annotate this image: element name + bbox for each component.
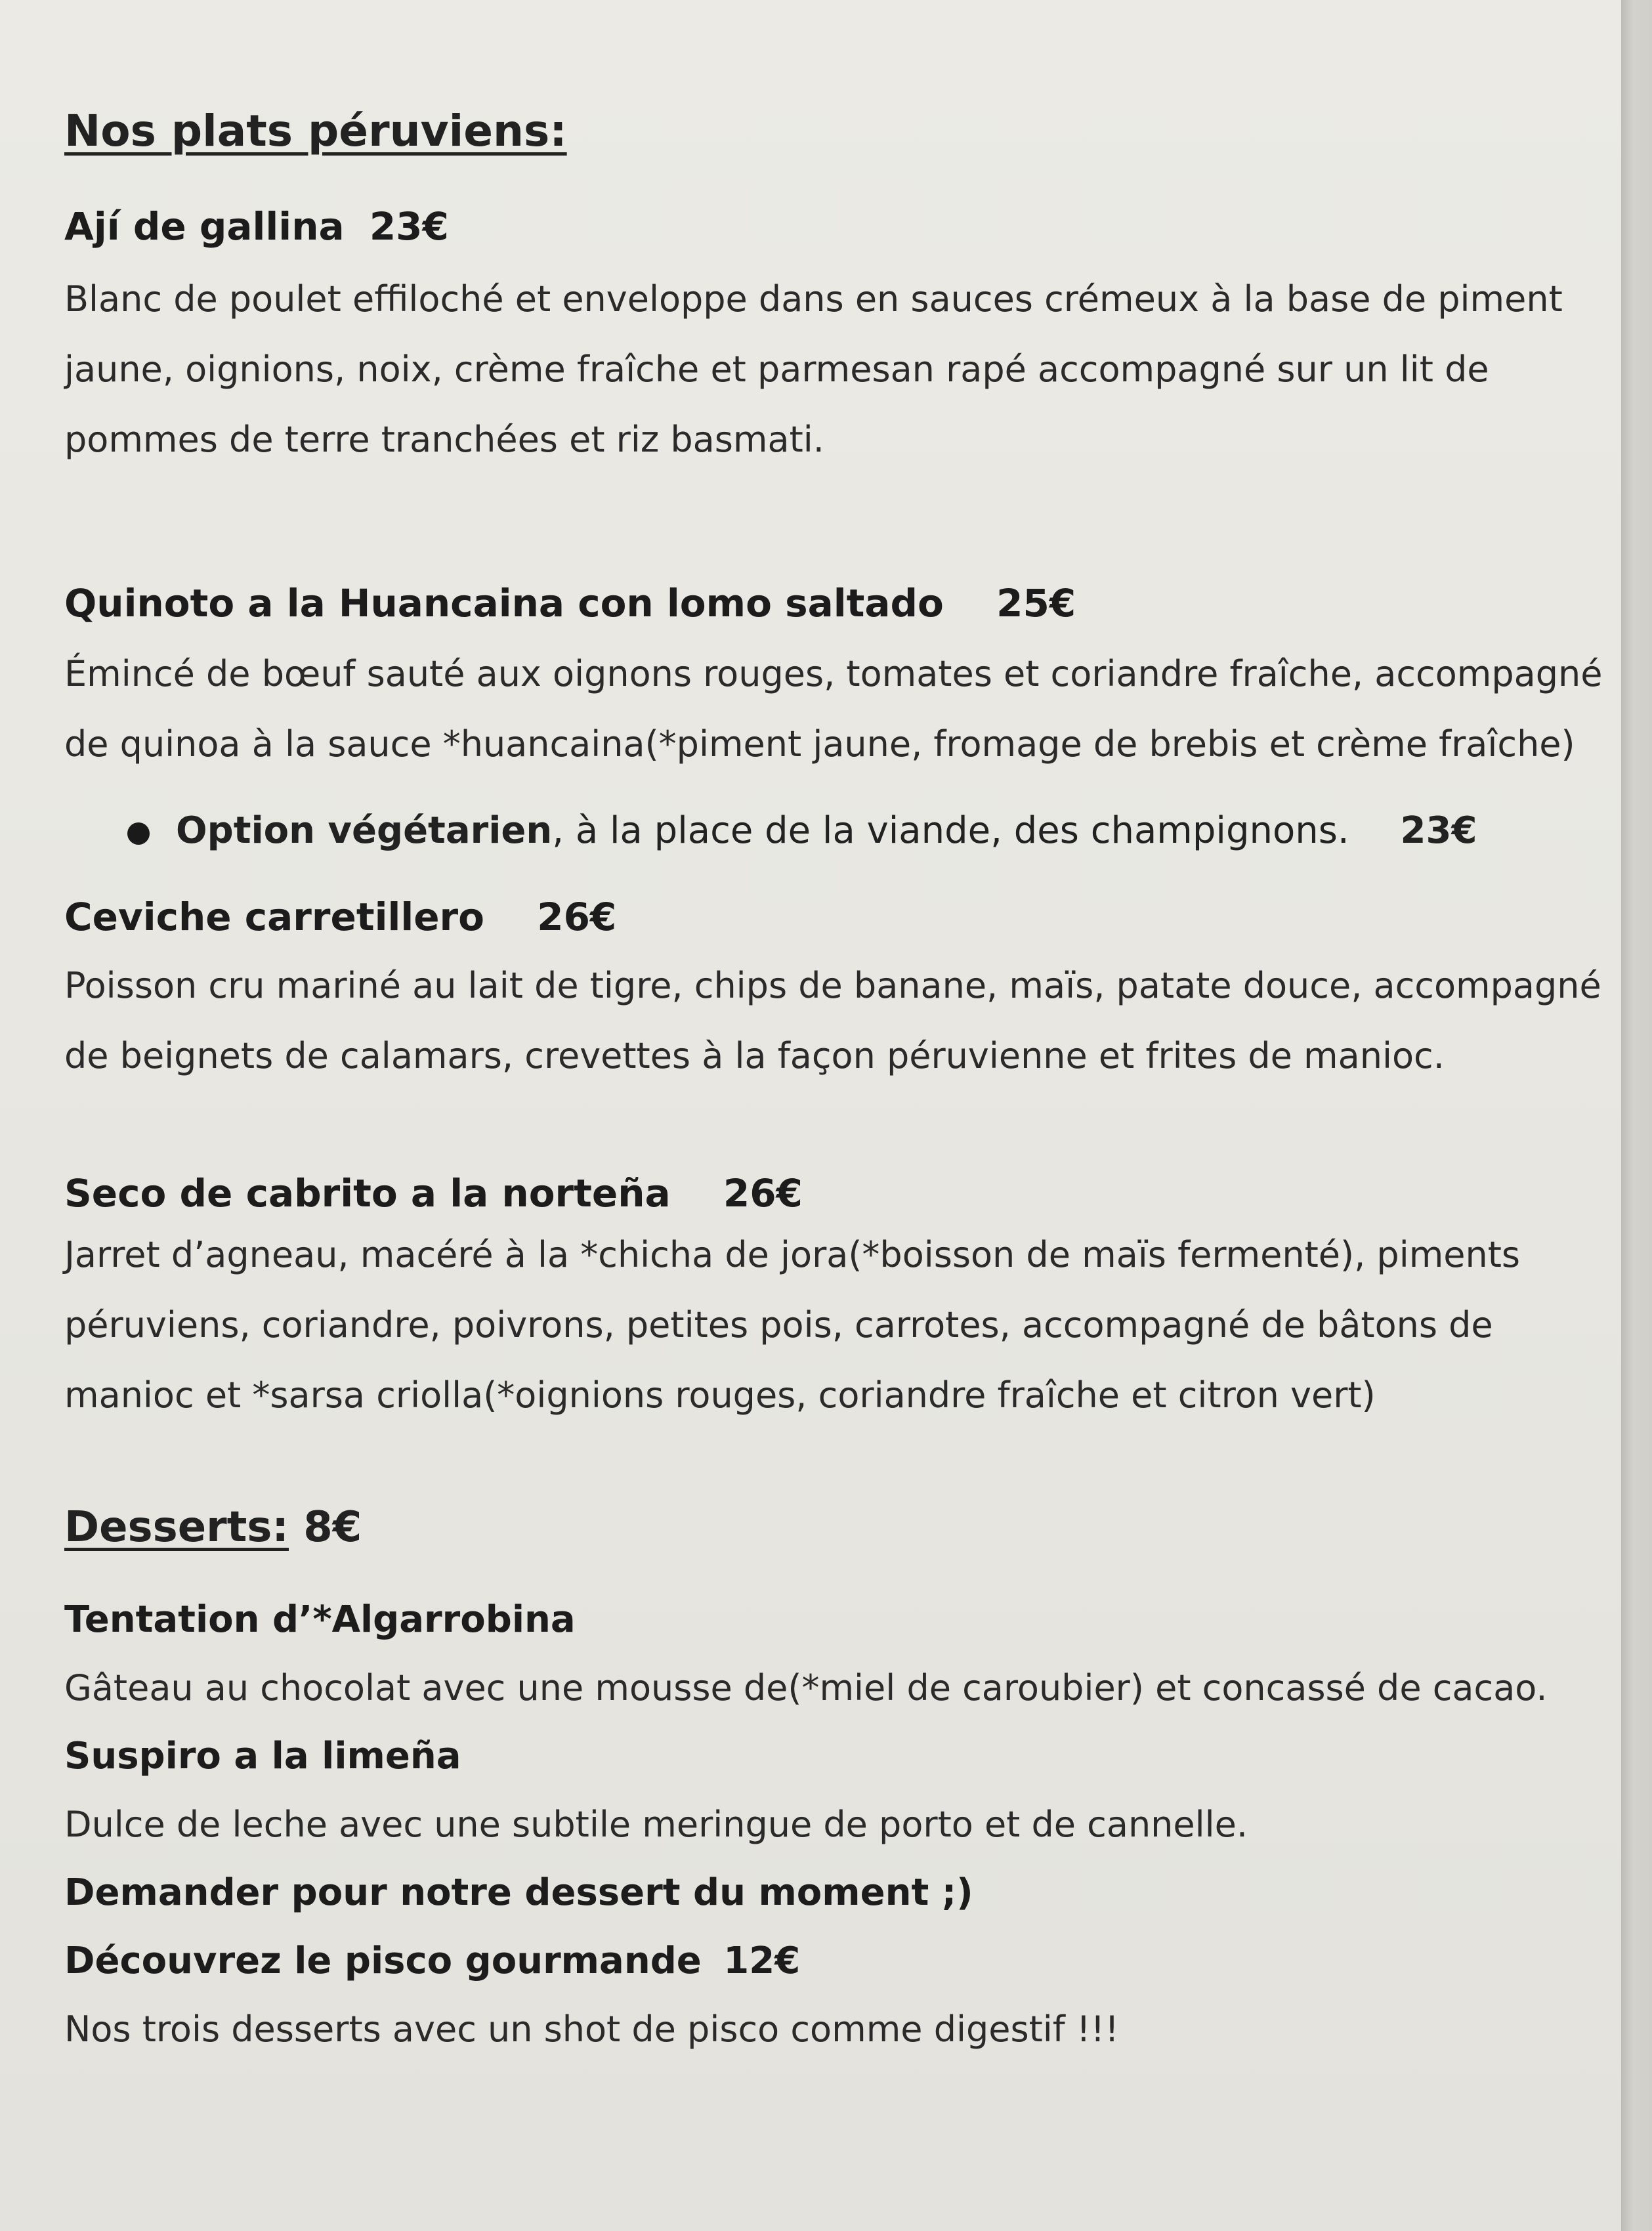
dish-title	[64, 580, 1613, 627]
dish-price: 23€	[369, 204, 449, 249]
dish-price: 25€	[996, 580, 1076, 626]
menu-content	[64, 105, 1613, 2064]
desserts-section	[64, 1502, 1613, 2064]
dish-title	[64, 1170, 1613, 1218]
dessert-list	[64, 1586, 1613, 2064]
dessert-description: Gâteau au chocolat avec une mousse de(*miel de caroubier) et concassé de cacao.	[64, 1667, 1548, 1709]
pisco-name: Découvrez le pisco gourmande	[64, 1939, 702, 1982]
menu-heading: Nos plats péruviens:	[64, 106, 567, 156]
pisco-price: 12€	[723, 1939, 801, 1982]
option-text: , à la place de la viande, des champignons.	[552, 809, 1349, 853]
dessert-description: Dulce de leche avec une subtile meringue de porto et de cannelle.	[64, 1803, 1248, 1845]
dish-description: Blanc de poulet effiloché et enveloppe dans en sauces crémeux à la base de piment jaune, oignions, noix, crème fraîche et parmesan rapé accompagné sur un lit de pommes de terre tranchées et riz basmati.	[64, 278, 1563, 460]
dish-aji-de-gallina	[64, 203, 1613, 475]
pisco-description: Nos trois desserts avec un shot de pisco comme digestif !!!	[64, 2008, 1119, 2050]
option-price: 23€	[1400, 809, 1477, 853]
dish-title	[64, 203, 1613, 251]
dish-name: Quinoto a la Huancaina con lomo saltado	[64, 580, 944, 626]
dish-name: Seco de cabrito a la norteña	[64, 1170, 671, 1216]
dessert-name: Suspiro a la limeña	[64, 1734, 461, 1777]
dish-price: 26€	[723, 1170, 803, 1216]
desserts-price: 8€	[303, 1503, 362, 1552]
desserts-title: Desserts:	[64, 1503, 289, 1552]
dessert-name: Tentation d’*Algarrobina	[64, 1598, 576, 1641]
dish-quinoto	[64, 580, 1613, 855]
dish-ceviche	[64, 893, 1613, 1091]
dish-description: Poisson cru mariné au lait de tigre, chips de banane, maïs, patate douce, accompagné de beignets de calamars, crevettes à la façon péruvienne et frites de manioc.	[64, 964, 1601, 1076]
dish-description: Émincé de bœuf sauté aux oignons rouges, tomates et coriandre fraîche, accompagné de quinoa à la sauce *huancaina(*piment jaune, fromage de brebis et crème fraîche)	[64, 653, 1603, 765]
bullet-icon	[127, 822, 150, 845]
dish-seco-de-cabrito	[64, 1170, 1613, 1431]
dish-description: Jarret d’agneau, macéré à la *chicha de jora(*boisson de maïs fermenté), piments péruviens, coriandre, poivrons, petites pois, carrotes, accompagné de bâtons de manioc et *sarsa criolla(*oignions rouges, coriandre fraîche et citron vert)	[64, 1234, 1521, 1416]
vegetarian-option	[64, 808, 1613, 854]
desserts-heading	[64, 1502, 1613, 1553]
dish-name: Ají de gallina	[64, 204, 345, 249]
option-label: Option végétarien	[176, 809, 553, 853]
pisco-title	[64, 1927, 1613, 1995]
dish-title	[64, 893, 1613, 941]
dessert-ask-text: Demander pour notre dessert du moment ;)	[64, 1871, 973, 1914]
dish-name: Ceviche carretillero	[64, 895, 485, 940]
paper-edge-shadow	[1621, 0, 1652, 2231]
dish-price: 26€	[537, 895, 617, 940]
